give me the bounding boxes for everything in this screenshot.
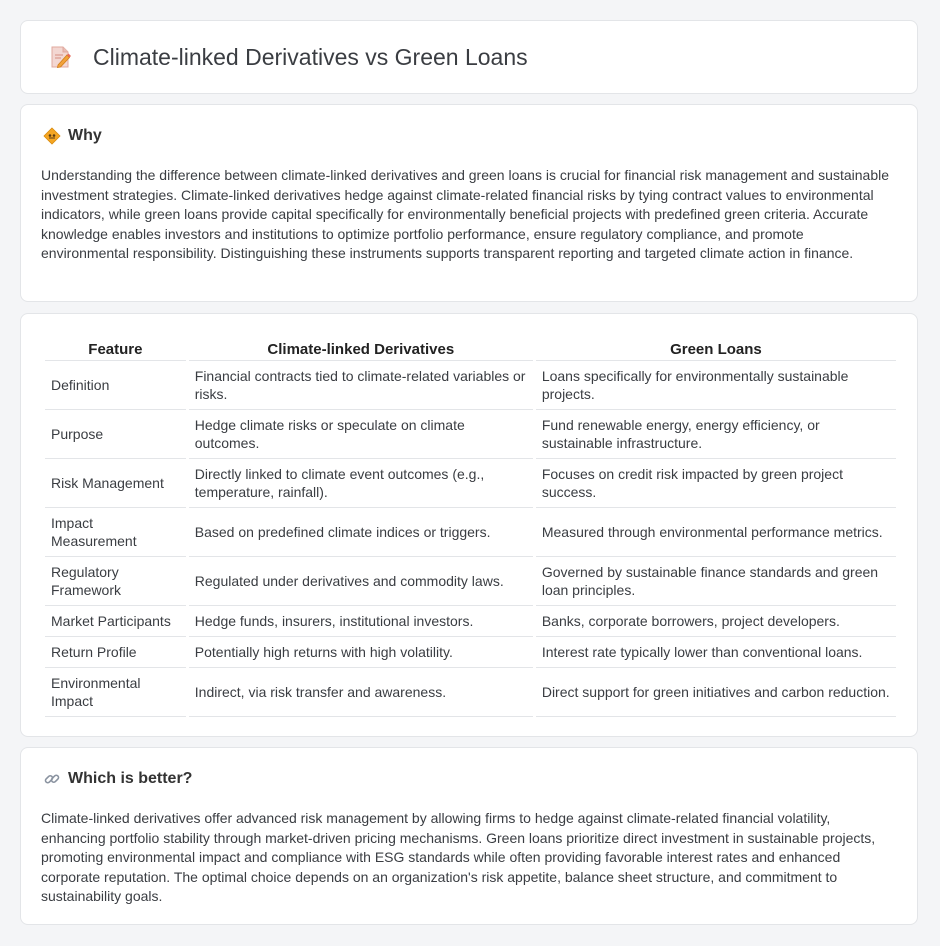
row-feature: Purpose bbox=[45, 410, 186, 459]
row-green-loans: Measured through environmental performance metrics. bbox=[536, 508, 896, 557]
row-feature: Risk Management bbox=[45, 459, 186, 508]
row-green-loans: Interest rate typically lower than conventional loans. bbox=[536, 637, 896, 668]
row-climate-linked-derivatives: Indirect, via risk transfer and awareness. bbox=[189, 668, 533, 717]
comparison-table bbox=[42, 336, 899, 717]
row-feature: Definition bbox=[45, 361, 186, 410]
table-header-row bbox=[45, 336, 896, 361]
which-is-better-section bbox=[20, 747, 918, 925]
row-climate-linked-derivatives: Hedge funds, insurers, institutional investors. bbox=[189, 606, 533, 637]
which-is-better-title: Which is better? bbox=[68, 770, 193, 787]
row-feature: Return Profile bbox=[45, 637, 186, 668]
table-row bbox=[45, 637, 896, 668]
row-feature: Regulatory Framework bbox=[45, 557, 186, 606]
table-row bbox=[45, 606, 896, 637]
table-row bbox=[45, 668, 896, 717]
header-climate-linked-derivatives: Climate-linked Derivatives bbox=[189, 336, 533, 361]
table-row bbox=[45, 410, 896, 459]
table-row bbox=[45, 459, 896, 508]
row-green-loans: Banks, corporate borrowers, project developers. bbox=[536, 606, 896, 637]
row-climate-linked-derivatives: Directly linked to climate event outcomes (e.g., temperature, rainfall). bbox=[189, 459, 533, 508]
document-pencil-icon bbox=[47, 44, 73, 70]
row-green-loans: Governed by sustainable finance standards and green loan principles. bbox=[536, 557, 896, 606]
table-row bbox=[45, 361, 896, 410]
row-green-loans: Fund renewable energy, energy efficiency, or sustainable infrastructure. bbox=[536, 410, 896, 459]
link-icon bbox=[43, 770, 61, 788]
row-feature: Environmental Impact bbox=[45, 668, 186, 717]
row-green-loans: Direct support for green initiatives and carbon reduction. bbox=[536, 668, 896, 717]
header-feature: Feature bbox=[45, 336, 186, 361]
row-feature: Market Participants bbox=[45, 606, 186, 637]
row-climate-linked-derivatives: Hedge climate risks or speculate on climate outcomes. bbox=[189, 410, 533, 459]
why-title: Why bbox=[68, 127, 102, 144]
why-body: Understanding the difference between climate-linked derivatives and green loans is crucial for financial risk management and sustainable investment strategies. Climate-linked derivatives hedge against climate-related financial risks by tying contract values to environmental indicators, while green loans provide capital specifically for environmentally beneficial projects with predefined green criteria. Accurate knowledge enables investors and institutions to optimize portfolio performance, ensure regulatory compliance, and promote environmental responsibility. Distinguishing these instruments supports transparent reporting and targeted climate action in finance. bbox=[41, 167, 889, 262]
row-climate-linked-derivatives: Based on predefined climate indices or triggers. bbox=[189, 508, 533, 557]
row-climate-linked-derivatives: Regulated under derivatives and commodity laws. bbox=[189, 557, 533, 606]
row-climate-linked-derivatives: Financial contracts tied to climate-related variables or risks. bbox=[189, 361, 533, 410]
table-row bbox=[45, 557, 896, 606]
why-section bbox=[20, 104, 918, 302]
row-feature: Impact Measurement bbox=[45, 508, 186, 557]
header-green-loans: Green Loans bbox=[536, 336, 896, 361]
row-green-loans: Loans specifically for environmentally sustainable projects. bbox=[536, 361, 896, 410]
table-row bbox=[45, 508, 896, 557]
which-is-better-body: Climate-linked derivatives offer advanced risk management by allowing firms to hedge against climate-related financial volatility, enhancing portfolio stability through market-driven pricing mechanisms. Green loans prioritize direct investment in sustainable projects, promoting environmental impact and compliance with ESG standards while often providing favorable interest rates and enhanced corporate reputation. The optimal choice depends on an organization's risk appetite, balance sheet structure, and commitment to sustainability goals. bbox=[41, 810, 876, 905]
page-title: Climate-linked Derivatives vs Green Loans bbox=[93, 43, 528, 70]
diamond-sign-icon bbox=[43, 127, 61, 145]
comparison-table-card bbox=[20, 313, 918, 737]
row-green-loans: Focuses on credit risk impacted by green project success. bbox=[536, 459, 896, 508]
row-climate-linked-derivatives: Potentially high returns with high volatility. bbox=[189, 637, 533, 668]
header-card bbox=[20, 20, 918, 94]
